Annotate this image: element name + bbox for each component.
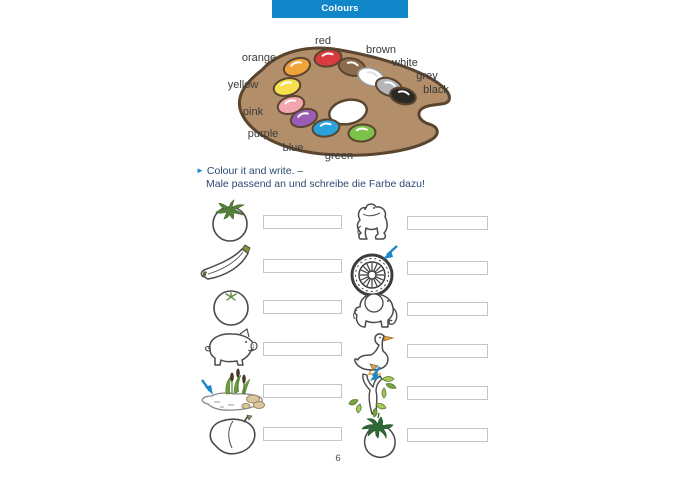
palette-label-black: black — [423, 84, 449, 96]
instruction-german: Male passend an und schreibe die Farbe dazu! — [206, 178, 425, 190]
answer-input-branch[interactable] — [407, 386, 488, 400]
instruction-english: Colour it and write. – — [206, 165, 304, 177]
answer-input-plum[interactable] — [263, 427, 342, 441]
answer-input-frog[interactable] — [407, 216, 488, 230]
task-instructions — [196, 164, 425, 191]
palette-label-white: white — [392, 57, 418, 69]
plum-icon — [202, 412, 260, 460]
palette-label-brown: brown — [366, 44, 396, 56]
answer-input-tyre[interactable] — [407, 261, 488, 275]
pig-icon — [198, 324, 262, 370]
task-arrow-icon: ► — [196, 166, 204, 175]
frog-icon — [348, 198, 396, 246]
palette-illustration — [222, 28, 458, 168]
palette-label-green: green — [324, 150, 354, 162]
elephant-icon — [348, 286, 404, 332]
exercise-item-strawberry — [346, 410, 486, 464]
pond-water-icon — [196, 366, 268, 418]
palette-label-blue: blue — [282, 142, 304, 154]
strawberry-icon — [352, 410, 404, 462]
palette-label-yellow: yellow — [227, 79, 259, 91]
pointer-arrow-icon — [202, 380, 213, 395]
palette-svg — [222, 28, 458, 168]
orange-fruit-icon — [206, 282, 256, 330]
page-title: Colours — [272, 0, 408, 18]
paint-blob-green — [348, 124, 376, 143]
answer-input-elephant[interactable] — [407, 302, 488, 316]
tomato-icon — [204, 196, 256, 244]
palette-label-purple: purple — [247, 128, 279, 140]
page-number: 6 — [335, 453, 341, 464]
answer-input-goose[interactable] — [407, 344, 488, 358]
answer-input-orange[interactable] — [263, 300, 342, 314]
answer-input-strawberry[interactable] — [407, 428, 488, 442]
palette-label-grey: grey — [416, 70, 438, 82]
palette-label-pink: pink — [242, 106, 264, 118]
exercise-item-elephant — [346, 286, 486, 334]
palette-label-red: red — [315, 35, 331, 47]
answer-input-banana[interactable] — [263, 259, 342, 273]
palette-label-orange: orange — [241, 52, 277, 64]
pointer-arrow-icon — [383, 246, 397, 259]
answer-input-water[interactable] — [263, 384, 342, 398]
exercise-item-frog — [346, 198, 486, 248]
answer-input-tomato[interactable] — [263, 215, 342, 229]
exercise-item-tomato — [196, 196, 340, 246]
answer-input-pig[interactable] — [263, 342, 342, 356]
exercise-item-plum — [196, 412, 340, 462]
